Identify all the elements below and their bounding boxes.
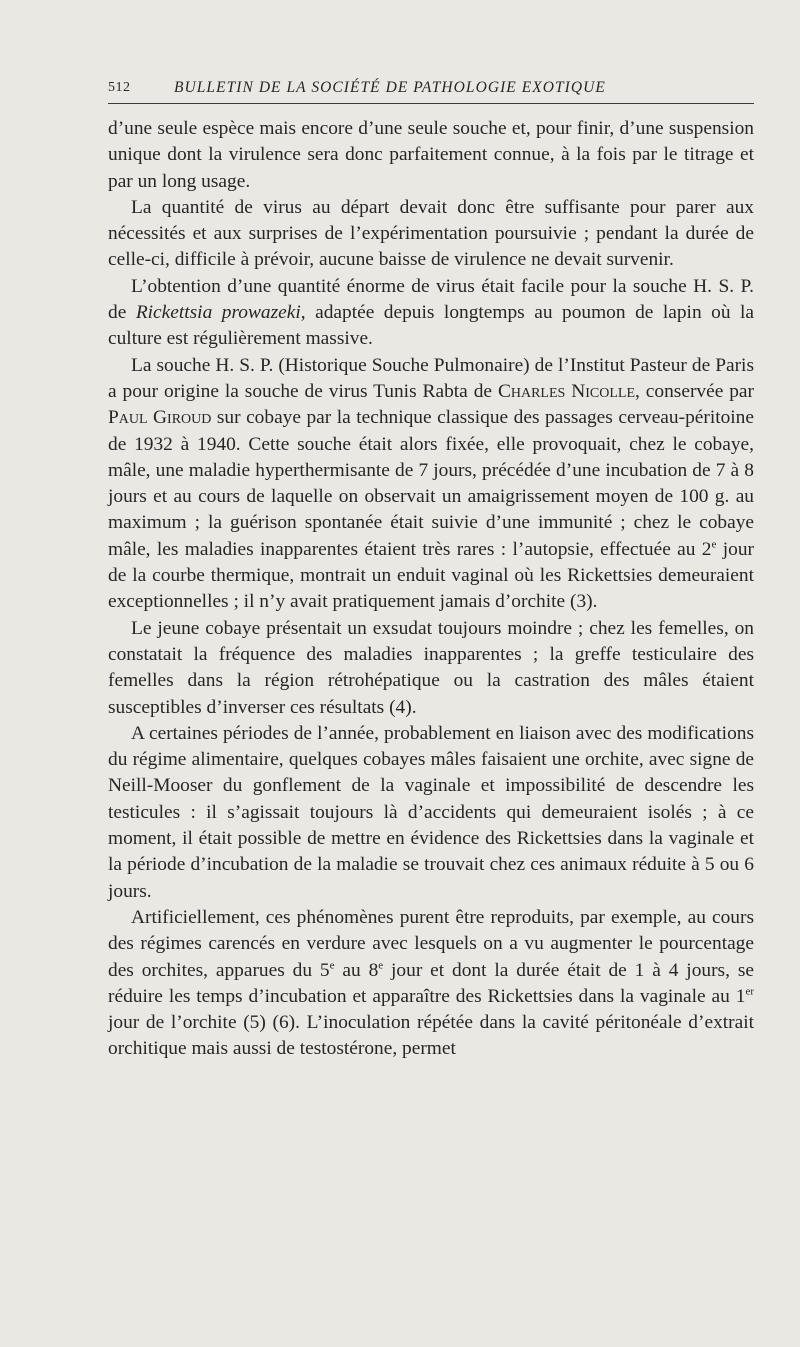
- paragraph-6: A certaines périodes de l’année, probablement en liaison avec des modifications du régime alimentaire, quelques cobayes mâles faisaient une orchite, avec signe de Neill-Mooser du gonflement de la vaginale et impossibilité de descendre les testicules : il s’agissait toujours là d’accidents qui demeuraient isolés ; à ce moment, il était possible de mettre en évidence des Rickettsies dans la vaginale et la période d’incubation de la maladie se trouvait chez ces animaux réduite à 5 ou 6 jours.: [108, 722, 754, 902]
- superscript-e-1: e: [329, 959, 335, 972]
- superscript-er: er: [745, 985, 754, 998]
- author-name-nicolle: Charles Nicolle: [497, 380, 636, 402]
- page-number: 512: [108, 80, 131, 95]
- paragraph-4-text-c: sur cobaye par la technique classique des passages cerveau-péritoine de 1932 à 1940. Cette souche était alors fixée, elle provoquait, chez le cobaye, mâle, une maladie hyperthermisante de 7 jours, précédée d’une incubation de 7 à 8 jours et au cours de laquelle on observait un amaigrissement moyen de 100 g. au maximum ; la guérison spontanée était suivie d’une immunité ; chez le cobaye mâle, les maladies inapparentes étaient très rares : l’autopsie, effectuée au 2: [108, 407, 754, 560]
- paragraph-7: [108, 905, 754, 1063]
- paragraph-3: [108, 274, 754, 353]
- paragraph-4: [108, 353, 754, 616]
- paragraph-7-text-d: jour de l’orchite (5) (6). L’inoculation répétée dans la cavité péritonéale d’extrait orchitique mais aussi de testostérone, permet: [108, 1012, 754, 1060]
- body-text: [108, 116, 754, 1063]
- running-title: BULLETIN DE LA SOCIÉTÉ DE PATHOLOGIE EXOTIQUE: [174, 79, 606, 96]
- paragraph-3-text-b: , adaptée depuis longtemps au poumon de lapin où la culture est régulièrement massive.: [108, 302, 755, 350]
- author-name-giroud: Paul Giroud: [108, 407, 212, 429]
- superscript-e: e: [711, 538, 717, 551]
- paragraph-7-text-a: Artificiellement, ces phénomènes purent être reproduits, par exemple, au cours des régimes carencés en verdure avec lesquels on a vu augmenter le pourcentage des orchites, apparues du 5: [108, 906, 754, 981]
- header-rule: [108, 103, 754, 104]
- paragraph-4-text-a: La souche H. S. P. (Historique Souche Pulmonaire) de l’Institut Pasteur de Paris a pour origine la souche de virus Tunis Rabta de: [108, 354, 754, 402]
- paragraph-4-text-d: jour de la courbe thermique, montrait un enduit vaginal où les Rickettsies demeuraient exceptionnelles ; il n’y avait pratiquement jamais d’orchite (3).: [108, 538, 754, 613]
- paragraph-7-text-c: jour et dont la durée était de 1 à 4 jours, se réduire les temps d’incubation et apparaître des Rickettsies dans la vaginale au 1: [108, 959, 754, 1007]
- paragraph-2: La quantité de virus au départ devait donc être suffisante pour parer aux nécessités et aux surprises de l’expérimentation poursuivie ; pendant la durée de celle-ci, difficile à prévoir, aucune baisse de virulence ne devait survenir.: [108, 196, 754, 271]
- species-name: Rickettsia prowazeki: [135, 302, 301, 324]
- paragraph-5: Le jeune cobaye présentait un exsudat toujours moindre ; chez les femelles, on constatait la fréquence des maladies inapparentes ; la greffe testiculaire des femelles dans la région rétrohépatique ou la castration des mâles étaient susceptibles d’inverser ces résultats (4).: [108, 617, 754, 718]
- paragraph-3-text-a: L’obtention d’une quantité énorme de virus était facile pour la souche H. S. P. de: [108, 275, 754, 324]
- page-header: [108, 76, 754, 102]
- paragraph-1: d’une seule espèce mais encore d’une seule souche et, pour finir, d’une suspension unique dont la virulence sera donc parfaitement connue, à la fois par le titrage et par un long usage.: [108, 118, 754, 192]
- paragraph-4-text-b: , conservée par: [635, 380, 754, 402]
- superscript-e-2: e: [378, 959, 384, 972]
- paragraph-7-text-b: au 8: [334, 959, 379, 981]
